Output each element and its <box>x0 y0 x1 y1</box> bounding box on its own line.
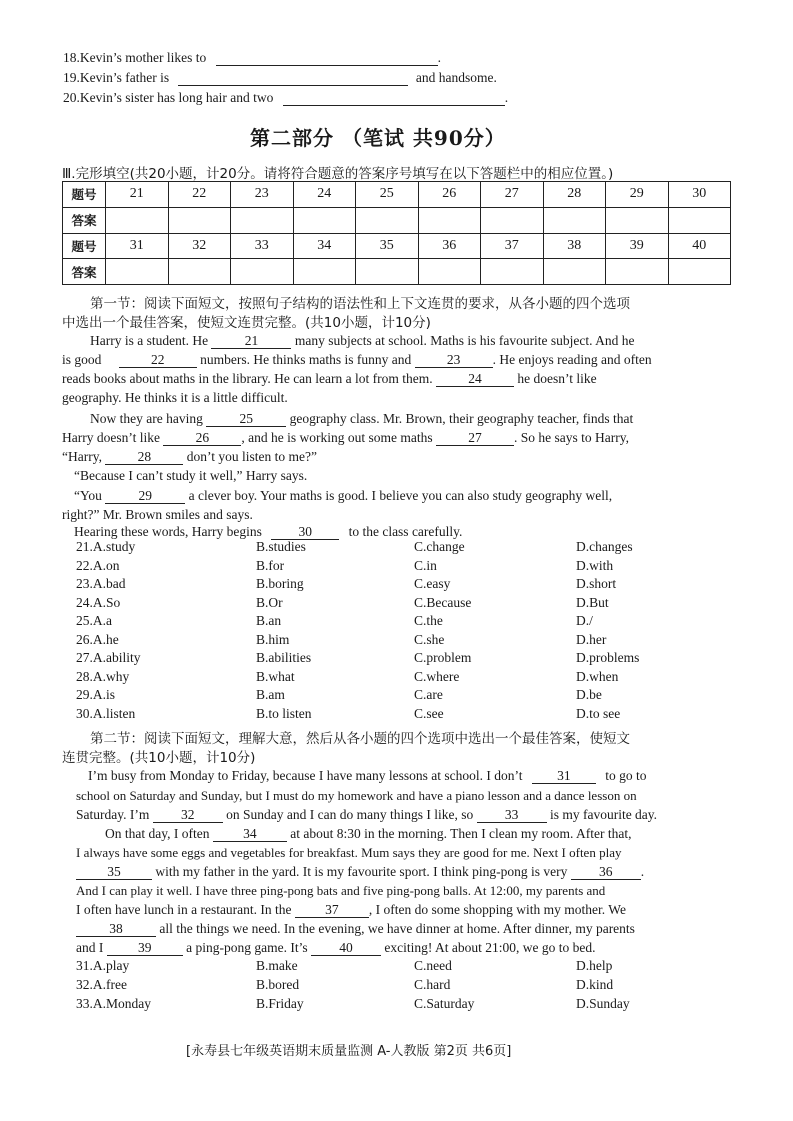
question-text: 18.Kevin’s mother likes to <box>63 50 207 65</box>
question-text: 20.Kevin’s sister has long hair and two <box>63 90 274 105</box>
question-number-cell: 34 <box>293 233 356 259</box>
answer-cell[interactable] <box>231 259 294 285</box>
passage-2-line: I often have lunch in a restaurant. In the 37 , I often do some shopping with my mother. We <box>76 902 626 917</box>
option-d[interactable]: D.help <box>576 958 613 973</box>
option-c[interactable]: C.she <box>414 631 445 647</box>
option-b[interactable]: B.what <box>256 668 295 684</box>
answer-cell[interactable] <box>168 207 231 233</box>
option-d[interactable]: D.with <box>576 557 614 573</box>
cloze-blank-29[interactable]: 29 <box>105 488 185 504</box>
passage-2-line: Saturday. I’m 32 on Sunday and I can do many things I like, so 33 is my favourite day. <box>76 807 658 822</box>
question-number-cell: 38 <box>543 233 606 259</box>
question-number-cell: 23 <box>231 182 294 208</box>
answer-cell[interactable] <box>293 259 356 285</box>
option-b[interactable]: B.abilities <box>256 650 312 665</box>
passage-1-line: Harry doesn’t like 26 , and he is working out some maths 27 . So he says to Harry, <box>62 430 629 445</box>
option-c[interactable]: C.see <box>414 705 444 721</box>
answer-cell[interactable] <box>668 259 731 285</box>
section-1-instruction: 第一节：阅读下面短文，按照句子结构的语法性和上下文连贯的要求，从各小题的四个选项 <box>90 296 630 312</box>
answer-cell[interactable] <box>481 207 544 233</box>
cloze-blank-32[interactable]: 32 <box>153 807 223 823</box>
question-number-cell: 37 <box>481 233 544 259</box>
answer-cell[interactable] <box>106 259 169 285</box>
answer-cell[interactable] <box>543 207 606 233</box>
question-number-cell: 32 <box>168 233 231 259</box>
option-a[interactable]: 24.A.So <box>76 594 121 610</box>
option-d[interactable]: D.to see <box>576 705 621 721</box>
passage-1-line: reads books about maths in the library. He can learn a lot from them. 24 he doesn’t like <box>62 371 597 386</box>
question-number-cell: 40 <box>668 233 731 259</box>
cloze-blank-25[interactable]: 25 <box>206 411 286 427</box>
cloze-blank-27[interactable]: 27 <box>436 430 514 446</box>
option-b[interactable]: B.studies <box>256 539 306 554</box>
cloze-blank-24[interactable]: 24 <box>436 371 514 387</box>
passage-2-line: And I can play it well. I have three ping-pong bats and five ping-pong balls. At 12:00, my parents and <box>76 883 606 898</box>
option-c[interactable]: C.in <box>414 557 437 573</box>
passage-1-line: is good 22 numbers. He thinks maths is funny and 23 . He enjoys reading and often <box>62 352 652 367</box>
option-c[interactable]: C.where <box>414 668 460 684</box>
passage-1-line: “Because I can’t study it well,” Harry says. <box>74 468 308 483</box>
question-number-cell: 27 <box>481 182 544 208</box>
question-number-cell: 26 <box>418 182 481 208</box>
option-b[interactable]: B.Or <box>256 594 283 610</box>
answer-cell[interactable] <box>356 259 419 285</box>
question-number-label: 题号 <box>63 182 106 208</box>
option-d[interactable]: D.her <box>576 631 607 647</box>
passage-2-line: I’m busy from Monday to Friday, because I have many lessons at school. I don’t 31 to go to <box>88 768 647 783</box>
question-number-cell: 35 <box>356 233 419 259</box>
answer-blank[interactable] <box>216 50 438 66</box>
question-number-cell: 39 <box>606 233 669 259</box>
passage-2-line: and I 39 a ping-pong game. It’s 40 exciting! At about 21:00, we go to bed. <box>76 940 596 955</box>
question-number-cell: 33 <box>231 233 294 259</box>
passage-1-line: right?” Mr. Brown smiles and says. <box>62 507 253 522</box>
passage-1-line: Harry is a student. He 21 many subjects at school. Maths is his favourite subject. And he <box>90 333 635 348</box>
option-d[interactable]: D.problems <box>576 650 640 665</box>
option-c[interactable]: C.are <box>414 687 443 702</box>
option-b[interactable]: B.bored <box>256 977 300 992</box>
question-20: 20.Kevin’s sister has long hair and two . <box>63 90 509 105</box>
answer-table <box>62 181 731 285</box>
cloze-blank-23[interactable]: 23 <box>415 352 493 368</box>
passage-2-line: school on Saturday and Sunday, but I must do my homework and have a piano lesson and a dance lesson on <box>76 788 637 803</box>
option-c[interactable]: C.easy <box>414 576 451 591</box>
option-d[interactable]: D.be <box>576 687 602 702</box>
cloze-blank-38[interactable]: 38 <box>76 921 156 937</box>
option-c[interactable]: C.change <box>414 539 465 554</box>
option-c[interactable]: C.need <box>414 958 452 973</box>
passage-2-line: 35 with my father in the yard. It is my favourite sport. I think ping-pong is very 36 . <box>76 862 644 881</box>
answer-cell[interactable] <box>356 207 419 233</box>
option-a[interactable]: 25.A.a <box>76 613 112 628</box>
passage-1-line: “Harry, 28 don’t you listen to me?” <box>62 449 317 464</box>
question-number-cell: 36 <box>418 233 481 259</box>
question-number-cell: 22 <box>168 182 231 208</box>
option-c[interactable]: C.the <box>414 613 443 628</box>
answer-label: 答案 <box>63 207 106 233</box>
option-d[interactable]: D.when <box>576 668 619 684</box>
option-b[interactable]: B.am <box>256 687 285 702</box>
cloze-blank-34[interactable]: 34 <box>213 826 287 842</box>
section-1-instruction: 中选出一个最佳答案，使短文连贯完整。(共10小题，计10分) <box>62 315 431 331</box>
option-b[interactable]: B.make <box>256 958 298 973</box>
question-number-cell: 28 <box>543 182 606 208</box>
answer-cell[interactable] <box>418 259 481 285</box>
option-d[interactable]: D./ <box>576 613 593 628</box>
option-d[interactable]: D.Sunday <box>576 996 630 1011</box>
option-b[interactable]: B.an <box>256 613 282 628</box>
passage-1-line: Hearing these words, Harry begins 30 to the class carefully. <box>74 524 463 539</box>
answer-blank[interactable] <box>178 70 408 86</box>
option-a[interactable]: 30.A.listen <box>76 705 136 721</box>
passage-2-line: 38 all the things we need. In the evening, we have dinner at home. After dinner, my parents <box>76 919 635 938</box>
option-a[interactable]: 21.A.study <box>76 539 136 554</box>
option-a[interactable]: 22.A.on <box>76 557 120 573</box>
cloze-blank-39[interactable]: 39 <box>107 940 183 956</box>
section-3-heading: Ⅲ.完形填空(共20小题，计20分。请将符合题意的答案序号填写在以下答题栏中的相应位置。) <box>62 166 614 182</box>
question-number-cell: 25 <box>356 182 419 208</box>
answer-label: 答案 <box>63 259 106 285</box>
answer-cell[interactable] <box>106 207 169 233</box>
table-row <box>63 182 731 208</box>
option-a[interactable]: 31.A.play <box>76 958 130 973</box>
section-2-instruction: 连贯完整。(共10小题，计10分) <box>62 750 256 766</box>
page-footer: [永寿县七年级英语期末质量监测 A-人教版 第2页 共6页] <box>186 1044 512 1059</box>
answer-cell[interactable] <box>543 259 606 285</box>
option-c[interactable]: C.Saturday <box>414 996 475 1011</box>
option-b[interactable]: B.to listen <box>256 705 312 721</box>
cloze-blank-36[interactable]: 36 <box>571 864 641 880</box>
option-a[interactable]: 29.A.is <box>76 687 116 702</box>
question-number-cell: 21 <box>106 182 169 208</box>
table-row <box>63 259 731 285</box>
answer-cell[interactable] <box>668 207 731 233</box>
option-d[interactable]: D.kind <box>576 977 614 992</box>
cloze-blank-22[interactable]: 22 <box>119 352 197 368</box>
option-a[interactable]: 33.A.Monday <box>76 996 151 1011</box>
question-number-cell: 29 <box>606 182 669 208</box>
section-2-instruction: 第二节：阅读下面短文，理解大意，然后从各小题的四个选项中选出一个最佳答案，使短文 <box>90 731 630 747</box>
option-b[interactable]: B.Friday <box>256 996 304 1011</box>
answer-cell[interactable] <box>418 207 481 233</box>
question-number-cell: 31 <box>106 233 169 259</box>
option-a[interactable]: 28.A.why <box>76 668 130 684</box>
cloze-blank-33[interactable]: 33 <box>477 807 547 823</box>
question-text: 19.Kevin’s father is <box>63 70 170 85</box>
answer-cell[interactable] <box>293 207 356 233</box>
option-a[interactable]: 32.A.free <box>76 977 127 992</box>
answer-cell[interactable] <box>231 207 294 233</box>
passage-1-line: “You 29 a clever boy. Your maths is good. I believe you can also study geography well, <box>74 488 613 503</box>
cloze-blank-37[interactable]: 37 <box>295 902 369 918</box>
option-a[interactable]: 27.A.ability <box>76 650 141 665</box>
option-c[interactable]: C.hard <box>414 977 451 992</box>
cloze-blank-28[interactable]: 28 <box>105 449 183 465</box>
cloze-blank-40[interactable]: 40 <box>311 940 381 956</box>
table-row <box>63 207 731 233</box>
question-19: 19.Kevin’s father is and handsome. <box>63 70 497 85</box>
part-title: 第二部分 （笔试 共90分） <box>250 126 506 150</box>
cloze-blank-21[interactable]: 21 <box>211 333 291 349</box>
cloze-blank-26[interactable]: 26 <box>163 430 241 446</box>
table-row <box>63 233 731 259</box>
option-d[interactable]: D.But <box>576 594 609 610</box>
answer-cell[interactable] <box>606 207 669 233</box>
answer-blank[interactable] <box>283 90 505 106</box>
answer-cell[interactable] <box>481 259 544 285</box>
option-b[interactable]: B.him <box>256 631 290 647</box>
answer-cell[interactable] <box>168 259 231 285</box>
passage-2-line: I always have some eggs and vegetables for breakfast. Mum says they are good for me. Next I often play <box>76 845 622 860</box>
option-d[interactable]: D.changes <box>576 539 633 554</box>
question-number-cell: 24 <box>293 182 356 208</box>
option-b[interactable]: B.boring <box>256 576 304 591</box>
question-number-label: 题号 <box>63 233 106 259</box>
option-a[interactable]: 26.A.he <box>76 631 119 647</box>
option-b[interactable]: B.for <box>256 557 285 573</box>
passage-1-line: Now they are having 25 geography class. Mr. Brown, their geography teacher, finds that <box>90 411 634 426</box>
option-c[interactable]: C.Because <box>414 594 472 610</box>
answer-cell[interactable] <box>606 259 669 285</box>
passage-2-line: On that day, I often 34 at about 8:30 in the morning. Then I clean my room. After that, <box>105 826 632 841</box>
option-a[interactable]: 23.A.bad <box>76 576 126 591</box>
cloze-blank-31[interactable]: 31 <box>532 768 596 784</box>
cloze-blank-35[interactable]: 35 <box>76 864 152 880</box>
passage-1-line: geography. He thinks it is a little difficult. <box>62 390 288 405</box>
question-number-cell: 30 <box>668 182 731 208</box>
cloze-blank-30[interactable]: 30 <box>271 524 339 540</box>
question-18: 18.Kevin’s mother likes to . <box>63 50 441 65</box>
option-c[interactable]: C.problem <box>414 650 472 665</box>
option-d[interactable]: D.short <box>576 576 617 591</box>
